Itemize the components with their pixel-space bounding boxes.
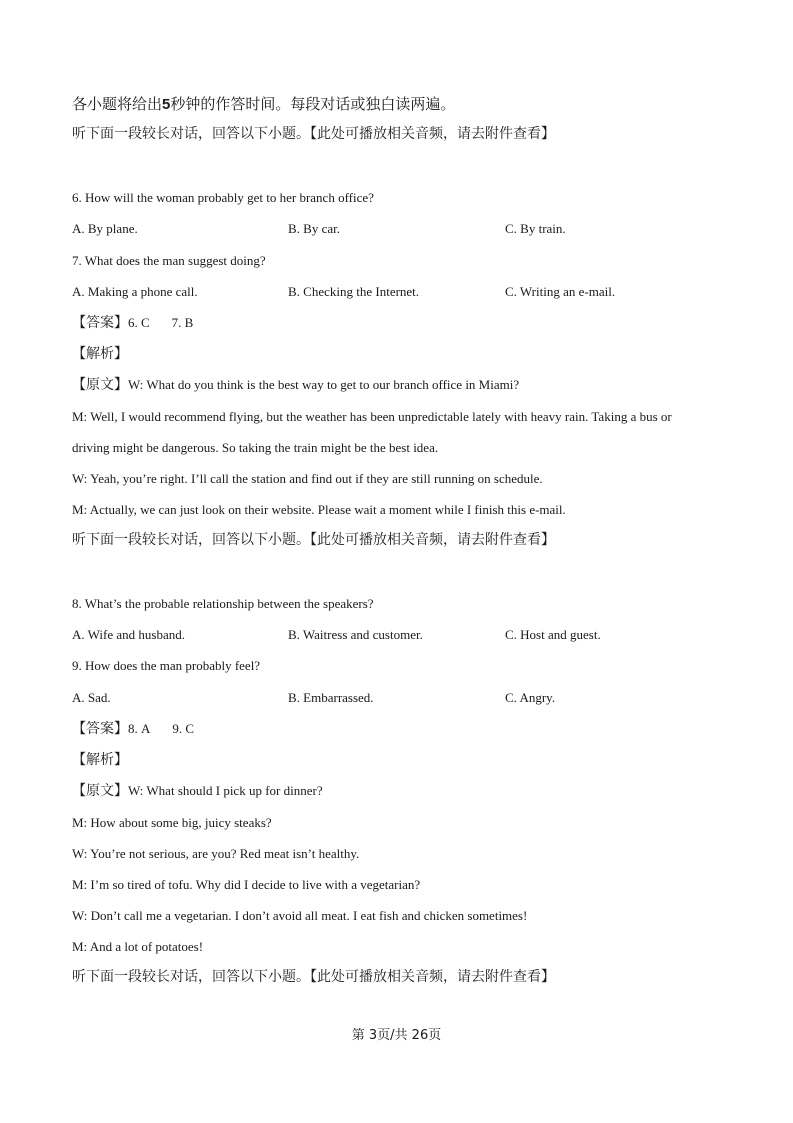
- source-tag: 【原文】: [72, 377, 128, 393]
- transcript-line-4: M: I’m so tired of tofu. Why did I decide to live with a vegetarian?: [72, 877, 421, 892]
- analysis-tag: 【解析】: [72, 346, 128, 362]
- q7-option-a: A. Making a phone call.: [72, 284, 198, 299]
- transcript-line-1: [72, 377, 519, 393]
- transcript-line-4: W: Yeah, you’re right. I’ll call the station and find out if they are still running on schedule.: [72, 471, 543, 486]
- q7-option-c: C. Writing an e-mail.: [505, 284, 616, 299]
- transcript-line-5: M: Actually, we can just look on their website. Please wait a moment while I finish this e-mail.: [72, 502, 566, 517]
- transcript-text: W: What should I pick up for dinner?: [128, 783, 323, 798]
- question-8: 8. What’s the probable relationship between the speakers?: [72, 596, 374, 611]
- q7-option-b: B. Checking the Internet.: [288, 284, 420, 299]
- listen-prompt: 听下面一段较长对话，回答以下小题。【此处可播放相关音频，请去附件查看】: [72, 126, 555, 142]
- answer-tag: 【答案】: [72, 721, 128, 737]
- transcript-line-3: W: You’re not serious, are you? Red meat isn’t healthy.: [72, 846, 360, 861]
- answer-6: 6. C: [128, 315, 150, 330]
- instruction-text: 各小题将给出: [72, 95, 163, 113]
- answer-9: 9. C: [172, 721, 195, 736]
- transcript-line-2: M: Well, I would recommend flying, but the weather has been unpredictable lately with heavy rain. Taking a bus or: [72, 409, 672, 424]
- transcript-line-5: W: Don’t call me a vegetarian. I don’t avoid all meat. I eat fish and chicken sometimes!: [72, 908, 528, 923]
- analysis-tag: 【解析】: [72, 752, 128, 768]
- listen-prompt: 听下面一段较长对话，回答以下小题。【此处可播放相关音频，请去附件查看】: [72, 532, 555, 548]
- q8-option-a: A. Wife and husband.: [72, 627, 185, 642]
- transcript-line-2: M: How about some big, juicy steaks?: [72, 815, 272, 830]
- answer-tag: 【答案】: [72, 315, 128, 331]
- transcript-line-3: driving might be dangerous. So taking the train might be the best idea.: [72, 440, 439, 455]
- instruction-text-end: 秒钟的作答时间。每段对话或独白读两遍。: [170, 95, 456, 113]
- answer-line: [72, 315, 193, 331]
- instruction-line: [72, 96, 455, 113]
- q8-option-c: C. Host and guest.: [505, 627, 601, 642]
- instruction-seconds: 5: [162, 96, 171, 113]
- analysis-line: [72, 752, 128, 768]
- q9-option-b: B. Embarrassed.: [288, 690, 374, 705]
- transcript-text: W: What do you think is the best way to get to our branch office in Miami?: [128, 377, 520, 392]
- q6-option-a: A. By plane.: [72, 221, 138, 236]
- source-tag: 【原文】: [72, 783, 128, 799]
- q6-option-b: B. By car.: [288, 221, 340, 236]
- answer-7: 7. B: [171, 315, 194, 330]
- answer-line: [72, 721, 194, 737]
- page-number: 第 3页/共 26页: [351, 1028, 442, 1043]
- q8-option-b: B. Waitress and customer.: [288, 627, 423, 642]
- question-6: 6. How will the woman probably get to her branch office?: [72, 190, 374, 205]
- answer-8: 8. A: [128, 721, 151, 736]
- q6-option-c: C. By train.: [505, 221, 566, 236]
- transcript-line-1: [72, 783, 323, 799]
- q9-option-c: C. Angry.: [505, 690, 556, 705]
- q9-option-a: A. Sad.: [72, 690, 111, 705]
- transcript-line-6: M: And a lot of potatoes!: [72, 939, 204, 954]
- question-9: 9. How does the man probably feel?: [72, 658, 261, 673]
- listen-prompt: 听下面一段较长对话，回答以下小题。【此处可播放相关音频，请去附件查看】: [72, 969, 555, 985]
- analysis-line: [72, 346, 128, 362]
- question-7: 7. What does the man suggest doing?: [72, 253, 266, 268]
